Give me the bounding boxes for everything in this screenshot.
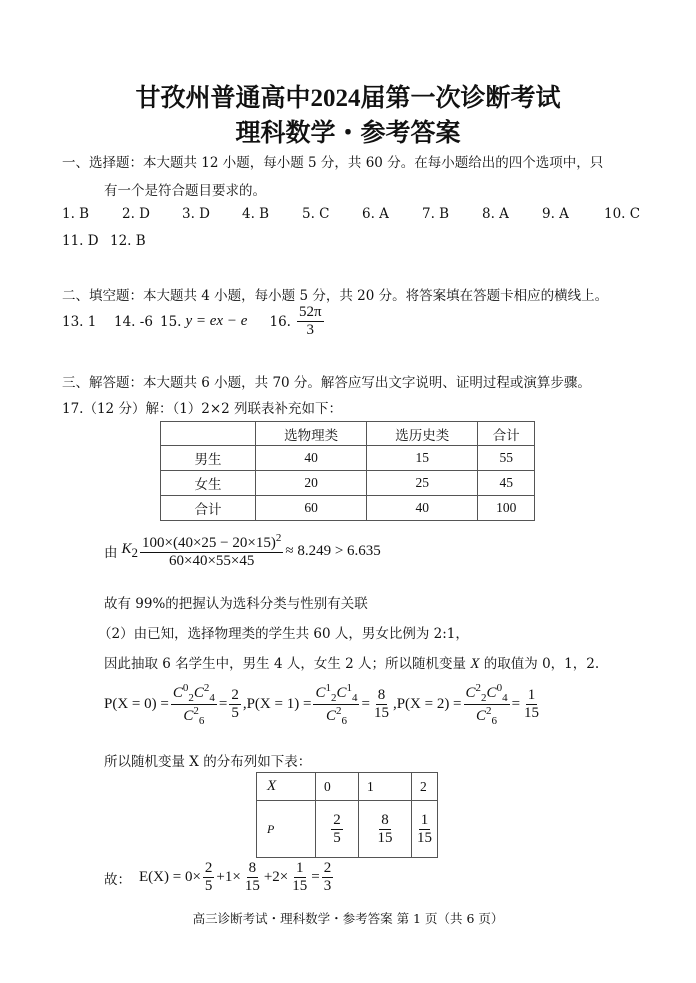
denominator: $C^2_6$ [183,705,205,727]
fraction [313,682,359,727]
cell: 15 [367,446,478,471]
distribution-intro: 所以随机变量 X 的分布列如下表： [104,754,312,770]
cell: 40 [367,496,478,521]
chi-square-formula [104,532,381,570]
answer: 7. B [422,206,450,222]
answer: 1. B [62,206,90,222]
answer: 9. A [542,206,569,222]
numerator: 1 [527,687,536,703]
answer: 5. C [302,206,330,222]
denominator: 5 [204,878,213,894]
text: 2 [275,532,282,544]
cell [412,801,438,858]
mc-answers-row1 [62,206,640,222]
text: X [470,656,480,672]
mc-answers-row2 [62,233,146,249]
cell: 2 [412,773,438,801]
cell: P [257,801,316,858]
cell: 合计 [161,496,256,521]
numerator: 2 [323,860,332,876]
distribution-table [256,772,438,858]
numerator: 52π [298,304,322,320]
sec1-heading-cont: 有一个是符合题目要求的。 [104,183,266,199]
table-row [161,496,535,521]
denominator: 5 [333,829,341,846]
denominator: 3 [323,878,332,894]
numerator: $C^1_2C^1_4$ [315,682,358,704]
contingency-table [160,421,535,521]
answer: 12. B [110,233,146,249]
answer: 8. A [482,206,509,222]
text: 因此抽取 6 名学生中，男生 4 人，女生 2 人；所以随机变量 [104,656,467,672]
denominator: 15 [524,705,540,721]
table-header: 选历史类 [367,422,478,446]
numerator: 8 [381,811,389,828]
text: +1× [216,869,241,885]
numerator: $C^0_2C^2_4$ [172,682,215,704]
denominator: 15 [377,829,393,846]
cell: 40 [256,446,367,471]
cell: 60 [256,496,367,521]
answer: 6. A [362,206,389,222]
text: 2 [131,545,139,560]
answer: 2. D [122,206,150,222]
numerator: 2 [333,811,341,828]
numerator: $C^2_2C^0_4$ [465,682,508,704]
answer: 14. -6 [114,313,153,330]
denominator: 60×40×55×45 [168,553,255,569]
answer: 4. B [242,206,270,222]
text: 的取值为 0，1，2. [483,656,600,672]
expectation-formula [104,860,335,895]
numerator: 8 [248,860,257,876]
page-footer: 高三诊断考试・理科数学・参考答案 第 1 页（共 6 页） [192,911,504,926]
table-row [161,446,535,471]
fraction [297,304,324,339]
cell: 25 [367,471,478,496]
denominator: 5 [231,705,239,721]
fraction [464,682,510,727]
cell: 20 [256,471,367,496]
denominator: 15 [292,878,308,894]
text: +2× [263,869,289,885]
text: P(X = 0) = [104,696,169,712]
text: K [121,541,132,557]
cell: 55 [478,446,535,471]
q17-intro: 17.（12 分）解：（1）2×2 列联表补充如下： [62,401,343,417]
denominator: 15 [417,829,432,846]
text: 故： [104,871,131,888]
denominator: $C^2_6$ [476,705,498,727]
conclusion: 故有 99%的把握认为选科分类与性别有关联 [104,596,368,612]
numerator: 8 [377,687,386,703]
denominator: 3 [306,322,314,338]
cell: 45 [478,471,535,496]
fraction [140,532,283,570]
part2-text-b [104,652,599,673]
cell [359,801,412,858]
denominator: 15 [373,705,389,721]
cell: 100 [478,496,535,521]
numerator [140,532,283,553]
answer: 16. [269,313,291,330]
text: ,P(X = 1) = [242,696,312,712]
fraction [522,687,541,722]
cell: X [257,773,316,801]
cell [316,801,359,858]
numerator: 2 [231,687,239,703]
cell: 0 [316,773,359,801]
answer: 15. [160,313,182,330]
cell: 1 [359,773,412,801]
probability-formulas: P(X = 0) = $\frac{C^0_2C^2_4}{C^2_6}$ = $\frac{2}{5}$ ,P(X = 1) = $\frac{C^1_2C^1_4}{C^2_6}$ = $\frac{8}{15}$ ,P(X = 2) = $\frac{C^2_2C^0_4}{C^2_6}$ = $\frac{1}{15}$ [104,682,540,727]
doc-subtitle: 理科数学・参考答案 [235,120,461,147]
table-row [161,471,535,496]
text: ,P(X = 2) = [392,696,462,712]
numerator: 1 [420,811,429,828]
table-header: 合计 [478,422,535,446]
part2-text: （2）由已知，选择物理类的学生共 60 人，男女比例为 2:1， [98,626,469,642]
fraction [229,687,241,722]
answer: 13. 1 [62,313,97,330]
sec1-heading: 一、选择题：本大题共 12 小题，每小题 5 分，共 60 分。在每小题给出的四个选项中，只 [62,155,604,171]
sec2-heading: 二、填空题：本大题共 4 小题，每小题 5 分，共 20 分。将答案填在答题卡相应的横线上。 [62,288,609,304]
denominator: $C^2_6$ [325,705,347,727]
sec3-heading: 三、解答题：本大题共 6 小题，共 70 分。解答应写出文字说明、证明过程或演算步骤。 [62,375,591,391]
table-header: 选物理类 [256,422,367,446]
text: = [311,869,320,885]
fraction [372,687,391,722]
text: 100×(40×25 − 20×15) [142,535,276,551]
cell: 男生 [161,446,256,471]
table-header [161,422,256,446]
numerator: 2 [204,860,213,876]
answer-math: y = ex − e [185,313,248,329]
doc-title: 甘孜州普通高中2024届第一次诊断考试 [135,85,561,112]
k-symbol [122,541,139,561]
text: E(X) = 0× [139,869,201,885]
fraction [171,682,217,727]
fill-answers [62,304,326,339]
text: 由 [104,545,118,561]
denominator: 15 [244,878,260,894]
text: ≈ 8.249 > 6.635 [285,542,381,559]
answer: 10. C [604,206,641,222]
cell: 女生 [161,471,256,496]
answer: 3. D [182,206,210,222]
numerator: 1 [296,860,304,876]
answer: 11. D [62,233,99,249]
